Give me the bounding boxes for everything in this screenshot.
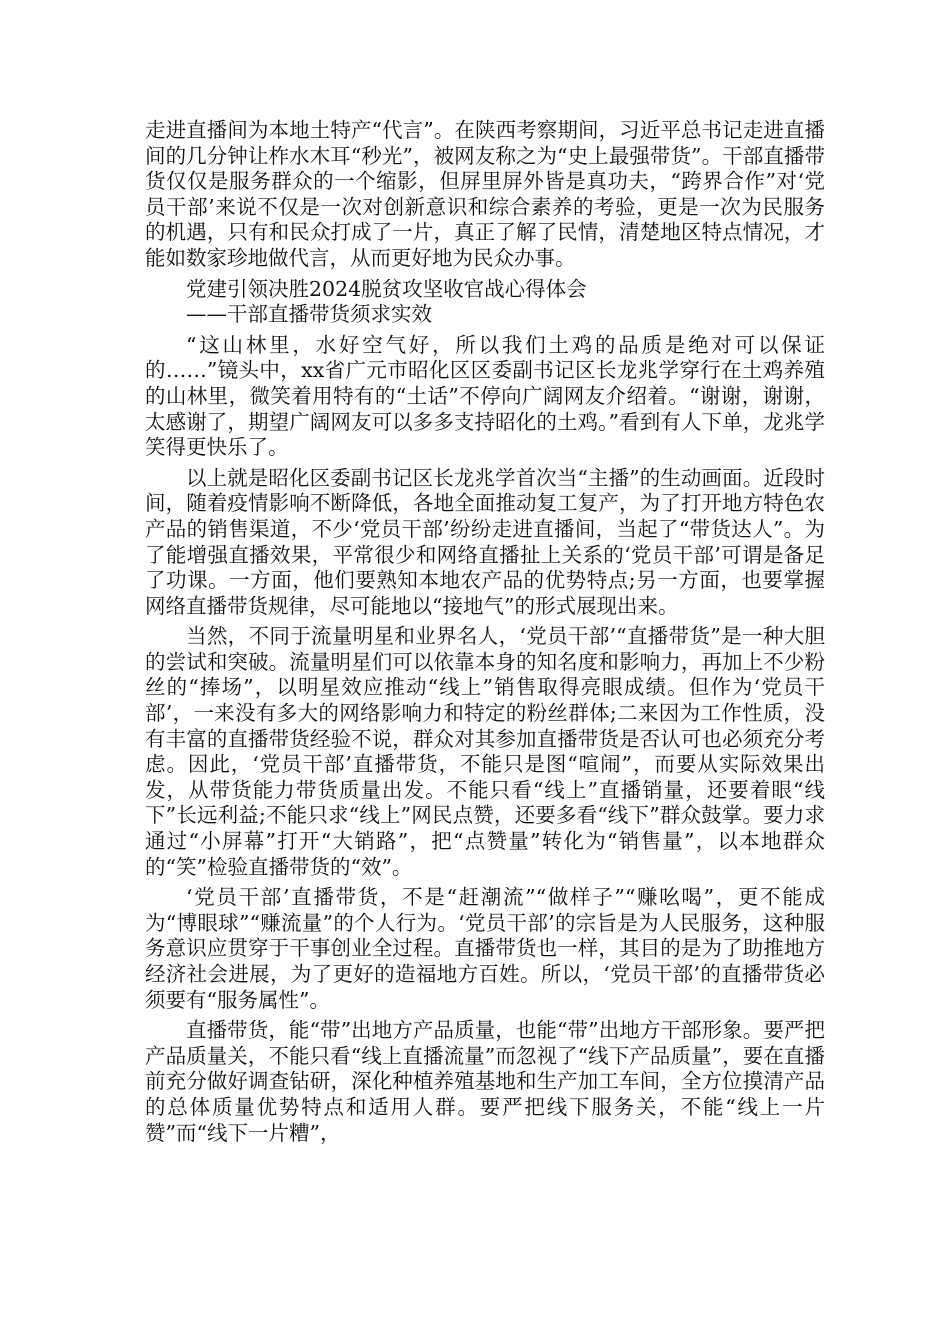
paragraph: 当然，不同于流量明星和业界名人，‘党员干部’“直播带货”是一种大胆的尝试和突破。流量明星们可以依靠本身的知名度和影响力，再加上不少粉丝的“捧场”，以明星效应推动“线上”销售取得亮眼成绩。但作为‘党员干部’，一来没有多大的网络影响力和特定的粉丝群体;二来因为工作性质，没有丰富的直播带货经验不说，群众对其参加直播带货是否认可也必须充分考虑。因此，‘党员干部’直播带货，不能只是图“喧闹”，而要从实际效果出发，从带货能力带货质量出发。不能只看“线上”直播销量，还要着眼“线下”长远利益;不能只求“线上”网民点赞，还要多看“线下”群众鼓掌。要力求通过“小屏幕”打开“大销路”，把“点赞量”转化为“销售量”，以本地群众的“笑”检验直播带货的“效”。 [145, 624, 825, 879]
document-title: 党建引领决胜2024脱贫攻坚收官战心得体会 [186, 276, 587, 301]
document-body [145, 118, 825, 1151]
paragraph-continuation: 走进直播间为本地土特产“代言”。在陕西考察期间，习近平总书记走进直播间的几分钟让柞水木耳“秒光”，被网友称之为“史上最强带货”。干部直播带货仅仅是服务群众的一个缩影，但屏里屏外皆是真功夫，“跨界合作”对‘党员干部’来说不仅是一次对创新意识和综合素养的考验，更是一次为民服务的机遇，只有和民众打成了一片，真正了解了民情，清楚地区特点情况，才能如数家珍地做代言，从而更好地为民众办事。 [145, 118, 825, 270]
paragraph: “这山林里，水好空气好，所以我们土鸡的品质是绝对可以保证的……”镜头中，xx省广元市昭化区区委副书记区长龙兆学穿行在土鸡养殖的山林里，微笑着用特有的“土话”不停向广阔网友介绍着。“谢谢，谢谢，太感谢了，期望广阔网友可以多多支持昭化的土鸡。”看到有人下单，龙兆学笑得更快乐了。 [145, 332, 825, 460]
paragraph: 直播带货，能“带”出地方产品质量，也能“带”出地方干部形象。要严把产品质量关，不能只看“线上直播流量”而忽视了“线下产品质量”，要在直播前充分做好调查钻研，深化种植养殖基地和生产加工车间，全方位摸清产品的总体质量优势特点和适用人群。要严把线下服务关，不能“线上一片赞”而“线下一片糟”， [145, 1018, 825, 1145]
paragraph: 以上就是昭化区委副书记区长龙兆学首次当“主播”的生动画面。近段时间，随着疫情影响不断降低，各地全面推动复工复产，为了打开地方特色农产品的销售渠道，不少‘党员干部’纷纷走进直播间，当起了“带货达人”。为了能增强直播效果，平常很少和网络直播扯上关系的‘党员干部’可谓是备足了功课。一方面，他们要熟知本地农产品的优势特点;另一方面，也要掌握网络直播带货规律，尽可能地以“接地气”的形式展现出来。 [145, 465, 825, 618]
document-subtitle: ——干部直播带货须求实效 [186, 302, 432, 327]
paragraph: ‘党员干部’直播带货，不是“赶潮流”“做样子”“赚吆喝”，更不能成为“博眼球”“赚流量”的个人行为。‘党员干部’的宗旨是为人民服务，这种服务意识应贯穿于干事创业全过程。直播带货也一样，其目的是为了助推地方经济社会进展，为了更好的造福地方百姓。所以，‘党员干部’的直播带货必须要有“服务属性”。 [145, 885, 825, 1012]
